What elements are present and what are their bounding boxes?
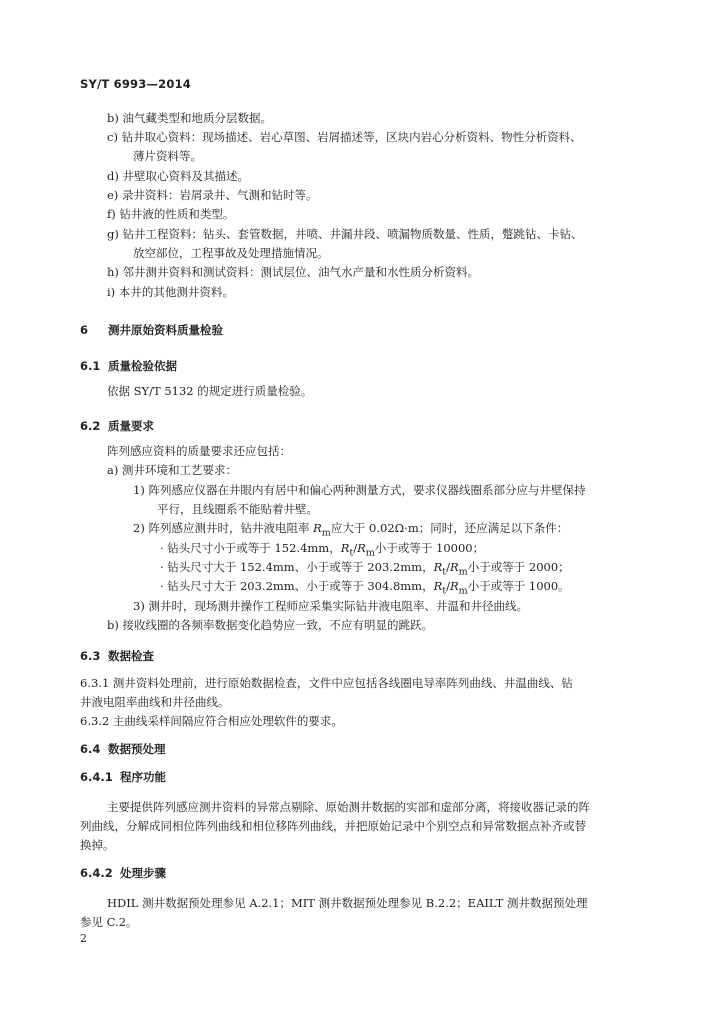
clause-6-3-1: 6.3.1 测井资料处理前，进行原始数据检查，文件中应包括各线圈电导率阵列曲线、井温曲线、钻: [80, 676, 573, 690]
text: · 钻头尺寸大于 203.2mm、小于或等于 304.8mm，: [160, 579, 434, 593]
clause-6-3-1-cont: 井液电阻率曲线和井径曲线。: [80, 695, 230, 709]
subscript: t: [349, 547, 354, 559]
section-title: 数据预处理: [108, 742, 166, 756]
section-title: 处理步骤: [120, 866, 166, 880]
text: 应大于 0.02Ω·m；同时，还应满足以下条件：: [330, 521, 569, 535]
variable: R: [313, 521, 322, 535]
list-item-g-cont: 放空部位，工程事故及处理措施情况。: [133, 246, 329, 260]
section-6-1-heading: [80, 358, 177, 374]
subscript: m: [458, 566, 468, 578]
subscript: m: [458, 585, 468, 597]
list-item-d: d) 井壁取心资料及其描述。: [107, 169, 250, 183]
standard-header: SY/T 6993—2014: [80, 77, 191, 91]
item-a: a) 测井环境和工艺要求：: [107, 463, 237, 477]
variable: R: [450, 579, 459, 593]
section-6-heading: [80, 322, 223, 338]
variable: R: [450, 560, 459, 574]
section-6-4-1-line-2: 列曲线，分解成同相位阵列曲线和相位移阵列曲线，并把原始记录中个别空点和异常数据点补齐或替: [80, 819, 586, 833]
slash: /: [446, 560, 450, 574]
section-6-4-1-line-1: 主要提供阵列感应测井资料的异常点剔除、原始测井数据的实部和虚部分离，将接收器记录的阵: [107, 800, 590, 814]
list-item-i: i) 本井的其他测井资料。: [107, 285, 234, 299]
section-number: 6.4: [80, 742, 101, 756]
item-b: b) 接收线圈的各频率数据变化趋势应一致，不应有明显的跳跃。: [107, 618, 434, 632]
section-6-2-heading: [80, 418, 154, 434]
slash: /: [353, 541, 358, 555]
text: 小于或等于 2000；: [467, 560, 570, 574]
section-title: 程序功能: [120, 770, 166, 784]
list-item-b: b) 油气藏类型和地质分层数据。: [107, 111, 273, 125]
list-item-e: e) 录井资料：岩屑录井、气测和钻时等。: [107, 188, 318, 202]
list-item-g: g) 钻井工程资料：钻头、套管数据，井喷、井漏井段、喷漏物质数量、性质，蹩跳钻、卡钻、: [107, 227, 583, 241]
subscript: t: [442, 585, 447, 597]
list-item-c: c) 钻井取心资料：现场描述、岩心草图、岩屑描述等，区块内岩心分析资料、物性分析资料、: [107, 130, 582, 144]
item-a1-cont: 平行，且线圈系不能贴着井壁。: [157, 502, 318, 516]
list-item-h: h) 邻井测井资料和测试资料：测试层位、油气水产量和水性质分析资料。: [107, 265, 480, 279]
section-title: 测井原始资料质量检验: [108, 323, 223, 337]
section-title: 质量要求: [108, 419, 154, 433]
page-number: 2: [80, 932, 87, 945]
variable: R: [433, 579, 443, 593]
section-6-4-1-heading: [80, 769, 166, 785]
section-6-3-heading: [80, 648, 154, 664]
text: · 钻头尺寸大于 152.4mm、小于或等于 203.2mm，: [160, 560, 434, 574]
section-6-4-heading: [80, 741, 166, 757]
section-number: 6: [80, 323, 89, 337]
section-6-4-1-line-3: 换掉。: [80, 838, 115, 852]
subscript: m: [365, 547, 375, 559]
item-a2: [133, 520, 568, 541]
section-6-4-2-heading: [80, 865, 166, 881]
subscript: t: [442, 566, 447, 578]
section-title: 数据检查: [108, 649, 154, 663]
section-number: 6.2: [80, 419, 101, 433]
subscript: m: [321, 527, 331, 539]
list-item-f: f) 钻井液的性质和类型。: [107, 207, 235, 221]
section-number: 6.3: [80, 649, 101, 663]
text: · 钻头尺寸小于或等于 152.4mm，: [160, 541, 341, 555]
section-6-1-body: 依据 SY/T 5132 的规定进行质量检验。: [107, 384, 313, 398]
variable: R: [357, 541, 366, 555]
section-6-2-intro: 阵列感应资料的质量要求还应包括：: [107, 444, 291, 458]
text: 小于或等于 1000。: [467, 579, 570, 593]
section-6-4-2-line-1: HDIL 测井数据预处理参见 A.2.1；MIT 测井数据预处理参见 B.2.2；EAILT 测井数据预处理: [107, 896, 588, 910]
list-item-c-cont: 薄片资料等。: [133, 149, 202, 163]
bullet-3: [160, 578, 570, 599]
clause-6-3-2: 6.3.2 主曲线采样间隔应符合相应处理软件的要求。: [80, 714, 343, 728]
text: 小于或等于 10000；: [374, 541, 485, 555]
section-title: 质量检验依据: [108, 359, 177, 373]
slash: /: [446, 579, 450, 593]
item-a1: 1) 阵列感应仪器在井眼内有居中和偏心两种测量方式，要求仪器线圈系部分应与井壁保持: [133, 483, 586, 497]
item-a3: 3) 测井时，现场测井操作工程师应采集实际钻井液电阻率、井温和井径曲线。: [133, 599, 528, 613]
variable: R: [340, 541, 350, 555]
section-number: 6.1: [80, 359, 101, 373]
text: 2) 阵列感应测井时，钻井液电阻率: [133, 521, 314, 535]
section-number: 6.4.2: [80, 866, 113, 880]
variable: R: [433, 560, 443, 574]
section-number: 6.4.1: [80, 770, 113, 784]
section-6-4-2-line-2: 参见 C.2。: [80, 915, 138, 929]
